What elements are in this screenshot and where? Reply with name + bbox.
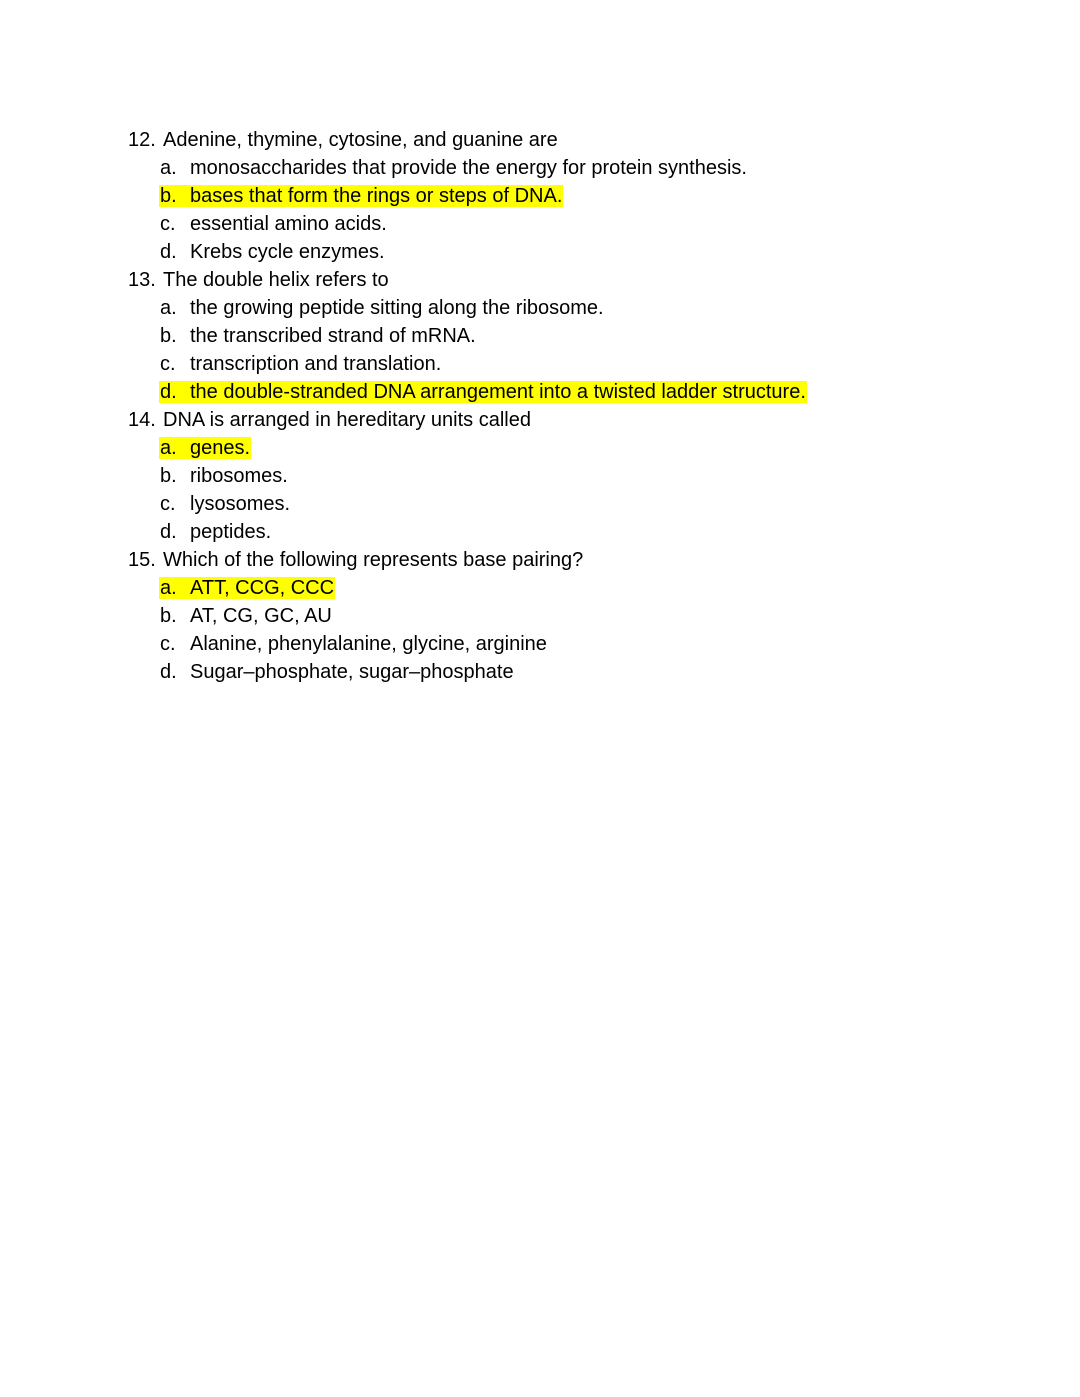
answer-text-wrap: [159, 605, 333, 627]
option-text: Alanine, phenylalanine, glycine, arginine: [190, 633, 547, 655]
answer-option: [159, 518, 1028, 546]
question-number: 12.: [128, 129, 156, 151]
question-4: [128, 546, 1028, 686]
question-stem-line: [128, 126, 1028, 154]
option-letter: c.: [160, 353, 176, 375]
question-stem: Adenine, thymine, cytosine, and guanine are: [163, 129, 558, 151]
option-text: AT, CG, GC, AU: [190, 605, 332, 627]
answer-option: [159, 630, 1028, 658]
answer-options: [128, 434, 1028, 546]
answer-option: [159, 154, 1028, 182]
question-1: [128, 126, 1028, 266]
option-letter: b.: [160, 185, 177, 207]
answer-options: [128, 154, 1028, 266]
answer-text-wrap: [159, 465, 289, 487]
answer-text-wrap: [159, 521, 272, 543]
question-number: 13.: [128, 269, 156, 291]
answer-text-wrap: [159, 633, 548, 655]
option-letter: c.: [160, 493, 176, 515]
option-text: the double-stranded DNA arrangement into a twisted ladder structure.: [190, 381, 806, 403]
option-letter: d.: [160, 241, 177, 263]
question-stem-line: [128, 546, 1028, 574]
option-letter: d.: [160, 521, 177, 543]
answer-option: [159, 210, 1028, 238]
option-letter: c.: [160, 633, 176, 655]
option-letter: b.: [160, 605, 177, 627]
answer-option: [159, 322, 1028, 350]
question-list: [128, 126, 1028, 686]
answer-text-wrap: [159, 157, 748, 179]
option-text: genes.: [190, 437, 251, 459]
option-letter: a.: [160, 297, 177, 319]
answer-options: [128, 574, 1028, 686]
question-number: 14.: [128, 409, 156, 431]
answer-text-wrap: [159, 325, 477, 347]
answer-text-wrap: [159, 493, 291, 515]
answer-option: [159, 378, 1028, 406]
question-stem: DNA is arranged in hereditary units called: [163, 409, 531, 431]
option-letter: d.: [160, 661, 177, 683]
option-letter: b.: [160, 325, 177, 347]
question-2: [128, 266, 1028, 406]
question-number: 15.: [128, 549, 156, 571]
option-text: ribosomes.: [190, 465, 288, 487]
option-text: the transcribed strand of mRNA.: [190, 325, 476, 347]
answer-option: [159, 434, 1028, 462]
question-3: [128, 406, 1028, 546]
option-text: peptides.: [190, 521, 272, 543]
option-letter: a.: [160, 437, 177, 459]
answer-option: [159, 182, 1028, 210]
highlighted-answer: [159, 381, 807, 403]
answer-text-wrap: [159, 353, 442, 375]
answer-option: [159, 462, 1028, 490]
question-stem-line: [128, 406, 1028, 434]
option-text: lysosomes.: [190, 493, 291, 515]
answer-text-wrap: [159, 213, 388, 235]
option-letter: d.: [160, 381, 177, 403]
answer-text-wrap: [159, 661, 515, 683]
option-text: Krebs cycle enzymes.: [190, 241, 385, 263]
option-letter: b.: [160, 465, 177, 487]
option-letter: a.: [160, 157, 177, 179]
answer-option: [159, 602, 1028, 630]
option-text: monosaccharides that provide the energy for protein synthesis.: [190, 157, 747, 179]
answer-text-wrap: [159, 241, 386, 263]
option-text: the growing peptide sitting along the ribosome.: [190, 297, 604, 319]
answer-option: [159, 350, 1028, 378]
question-stem: The double helix refers to: [163, 269, 389, 291]
option-text: ATT, CCG, CCC: [190, 577, 335, 599]
option-text: essential amino acids.: [190, 213, 387, 235]
answer-options: [128, 294, 1028, 406]
highlighted-answer: [159, 577, 335, 599]
option-text: Sugar–phosphate, sugar–phosphate: [190, 661, 514, 683]
answer-option: [159, 574, 1028, 602]
answer-option: [159, 238, 1028, 266]
question-stem-line: [128, 266, 1028, 294]
highlighted-answer: [159, 185, 563, 207]
option-text: bases that form the rings or steps of DNA.: [190, 185, 563, 207]
question-stem: Which of the following represents base pairing?: [163, 549, 584, 571]
answer-text-wrap: [159, 297, 605, 319]
option-letter: a.: [160, 577, 177, 599]
option-letter: c.: [160, 213, 176, 235]
answer-option: [159, 490, 1028, 518]
option-text: transcription and translation.: [190, 353, 442, 375]
highlighted-answer: [159, 437, 251, 459]
answer-option: [159, 294, 1028, 322]
answer-option: [159, 658, 1028, 686]
